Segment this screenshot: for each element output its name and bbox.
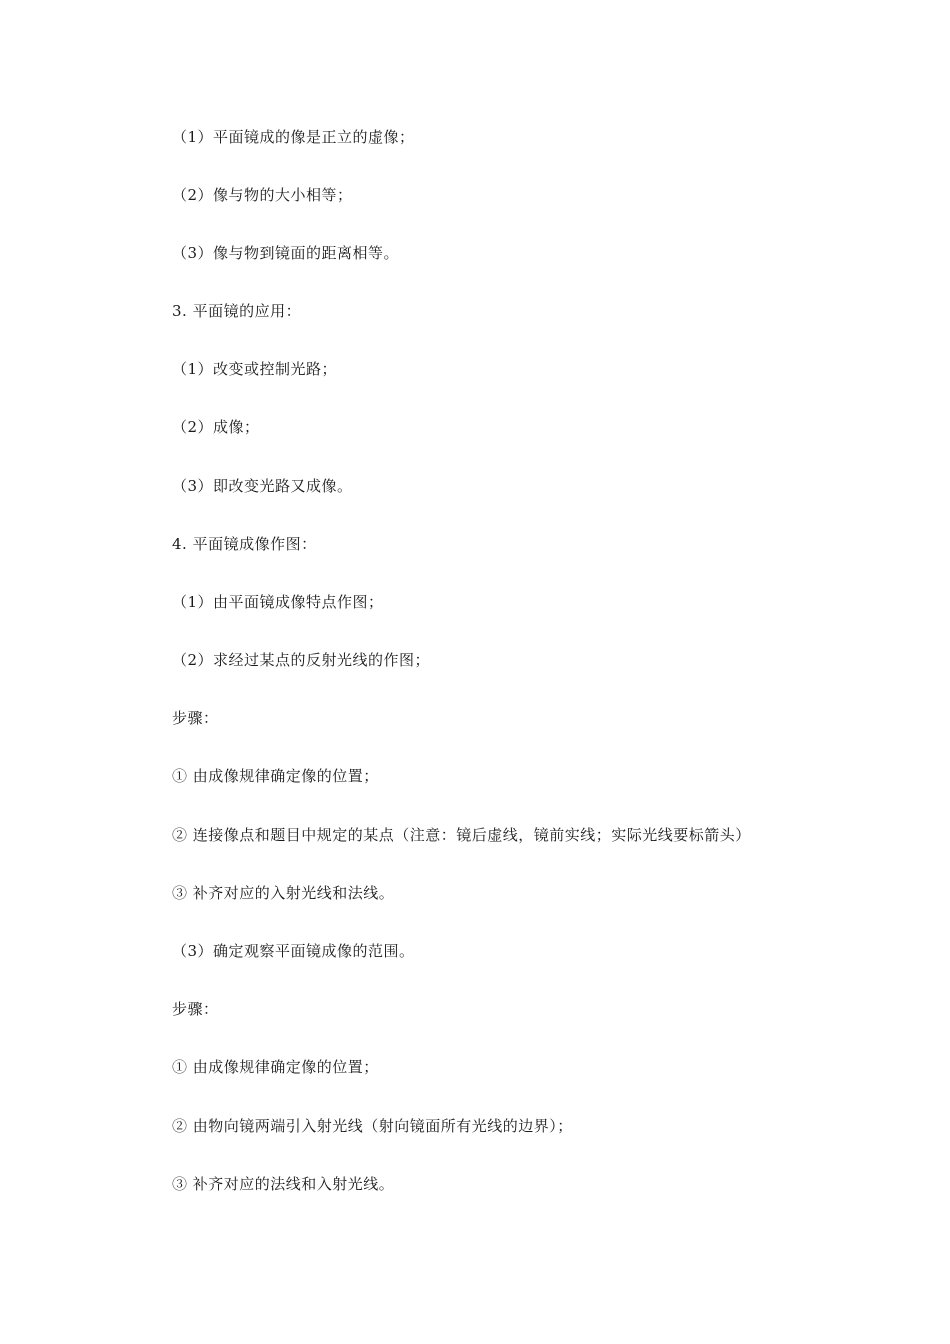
text-line: （1）平面镜成的像是正立的虚像； bbox=[172, 128, 415, 146]
steps-label: 步骤： bbox=[172, 709, 219, 727]
step-item: ② 连接像点和题目中规定的某点（注意：镜后虚线，镜前实线；实际光线要标箭头） bbox=[172, 826, 751, 844]
text-line: （3）确定观察平面镜成像的范围。 bbox=[172, 942, 415, 960]
text-line: （3）即改变光路又成像。 bbox=[172, 477, 353, 495]
step-item: ③ 补齐对应的入射光线和法线。 bbox=[172, 884, 395, 902]
steps-label: 步骤： bbox=[172, 1000, 219, 1018]
text-line: （2）求经过某点的反射光线的作图； bbox=[172, 651, 431, 669]
step-item: ① 由成像规律确定像的位置； bbox=[172, 767, 379, 785]
text-line: （1）改变或控制光路； bbox=[172, 360, 338, 378]
step-item: ③ 补齐对应的法线和入射光线。 bbox=[172, 1175, 395, 1193]
section-heading: 3. 平面镜的应用： bbox=[172, 302, 302, 320]
text-line: （1）由平面镜成像特点作图； bbox=[172, 593, 384, 611]
text-line: （3）像与物到镜面的距离相等。 bbox=[172, 244, 400, 262]
text-line: （2）成像； bbox=[172, 418, 260, 436]
section-heading: 4. 平面镜成像作图： bbox=[172, 535, 317, 553]
step-item: ② 由物向镜两端引入射光线（射向镜面所有光线的边界）； bbox=[172, 1117, 573, 1135]
step-item: ① 由成像规律确定像的位置； bbox=[172, 1058, 379, 1076]
text-line: （2）像与物的大小相等； bbox=[172, 186, 353, 204]
